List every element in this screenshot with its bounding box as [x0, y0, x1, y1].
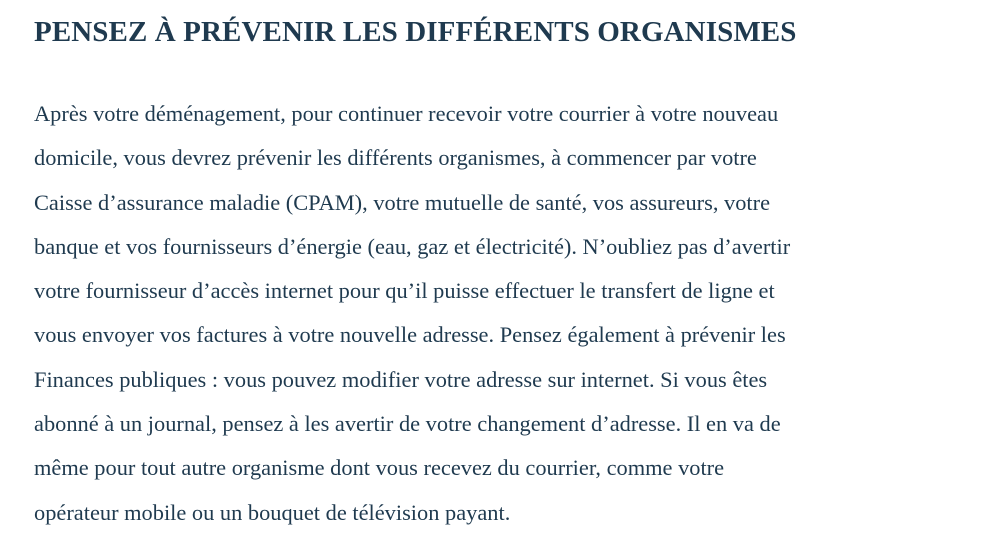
article-paragraph [34, 92, 979, 535]
paragraph-line: Après votre déménagement, pour continuer recevoir votre courrier à votre nouveau [34, 101, 779, 126]
paragraph-line: abonné à un journal, pensez à les avertir de votre changement d’adresse. Il en va de [34, 411, 781, 437]
paragraph-line: domicile, vous devrez prévenir les différents organismes, à commencer par votre [34, 145, 757, 171]
paragraph-line: banque et vos fournisseurs d’énergie (eau, gaz et électricité). N’oubliez pas d’avertir [34, 233, 791, 259]
paragraph-line: vous envoyer vos factures à votre nouvelle adresse. Pensez également à prévenir les [34, 322, 786, 348]
paragraph-line: Finances publiques : vous pouvez modifier votre adresse sur internet. Si vous êtes [34, 366, 768, 392]
article [34, 14, 979, 525]
paragraph-line: opérateur mobile ou un bouquet de télévision payant. [34, 499, 511, 525]
paragraph-line: Caisse d’assurance maladie (CPAM), votre mutuelle de santé, vos assureurs, votre [34, 189, 771, 215]
section-heading: PENSEZ À PRÉVENIR LES DIFFÉRENTS ORGANISMES [34, 16, 797, 48]
paragraph-line: même pour tout autre organisme dont vous recevez du courrier, comme votre [34, 455, 725, 481]
paragraph-line: votre fournisseur d’accès internet pour qu’il puisse effectuer le transfert de ligne et [34, 278, 775, 304]
